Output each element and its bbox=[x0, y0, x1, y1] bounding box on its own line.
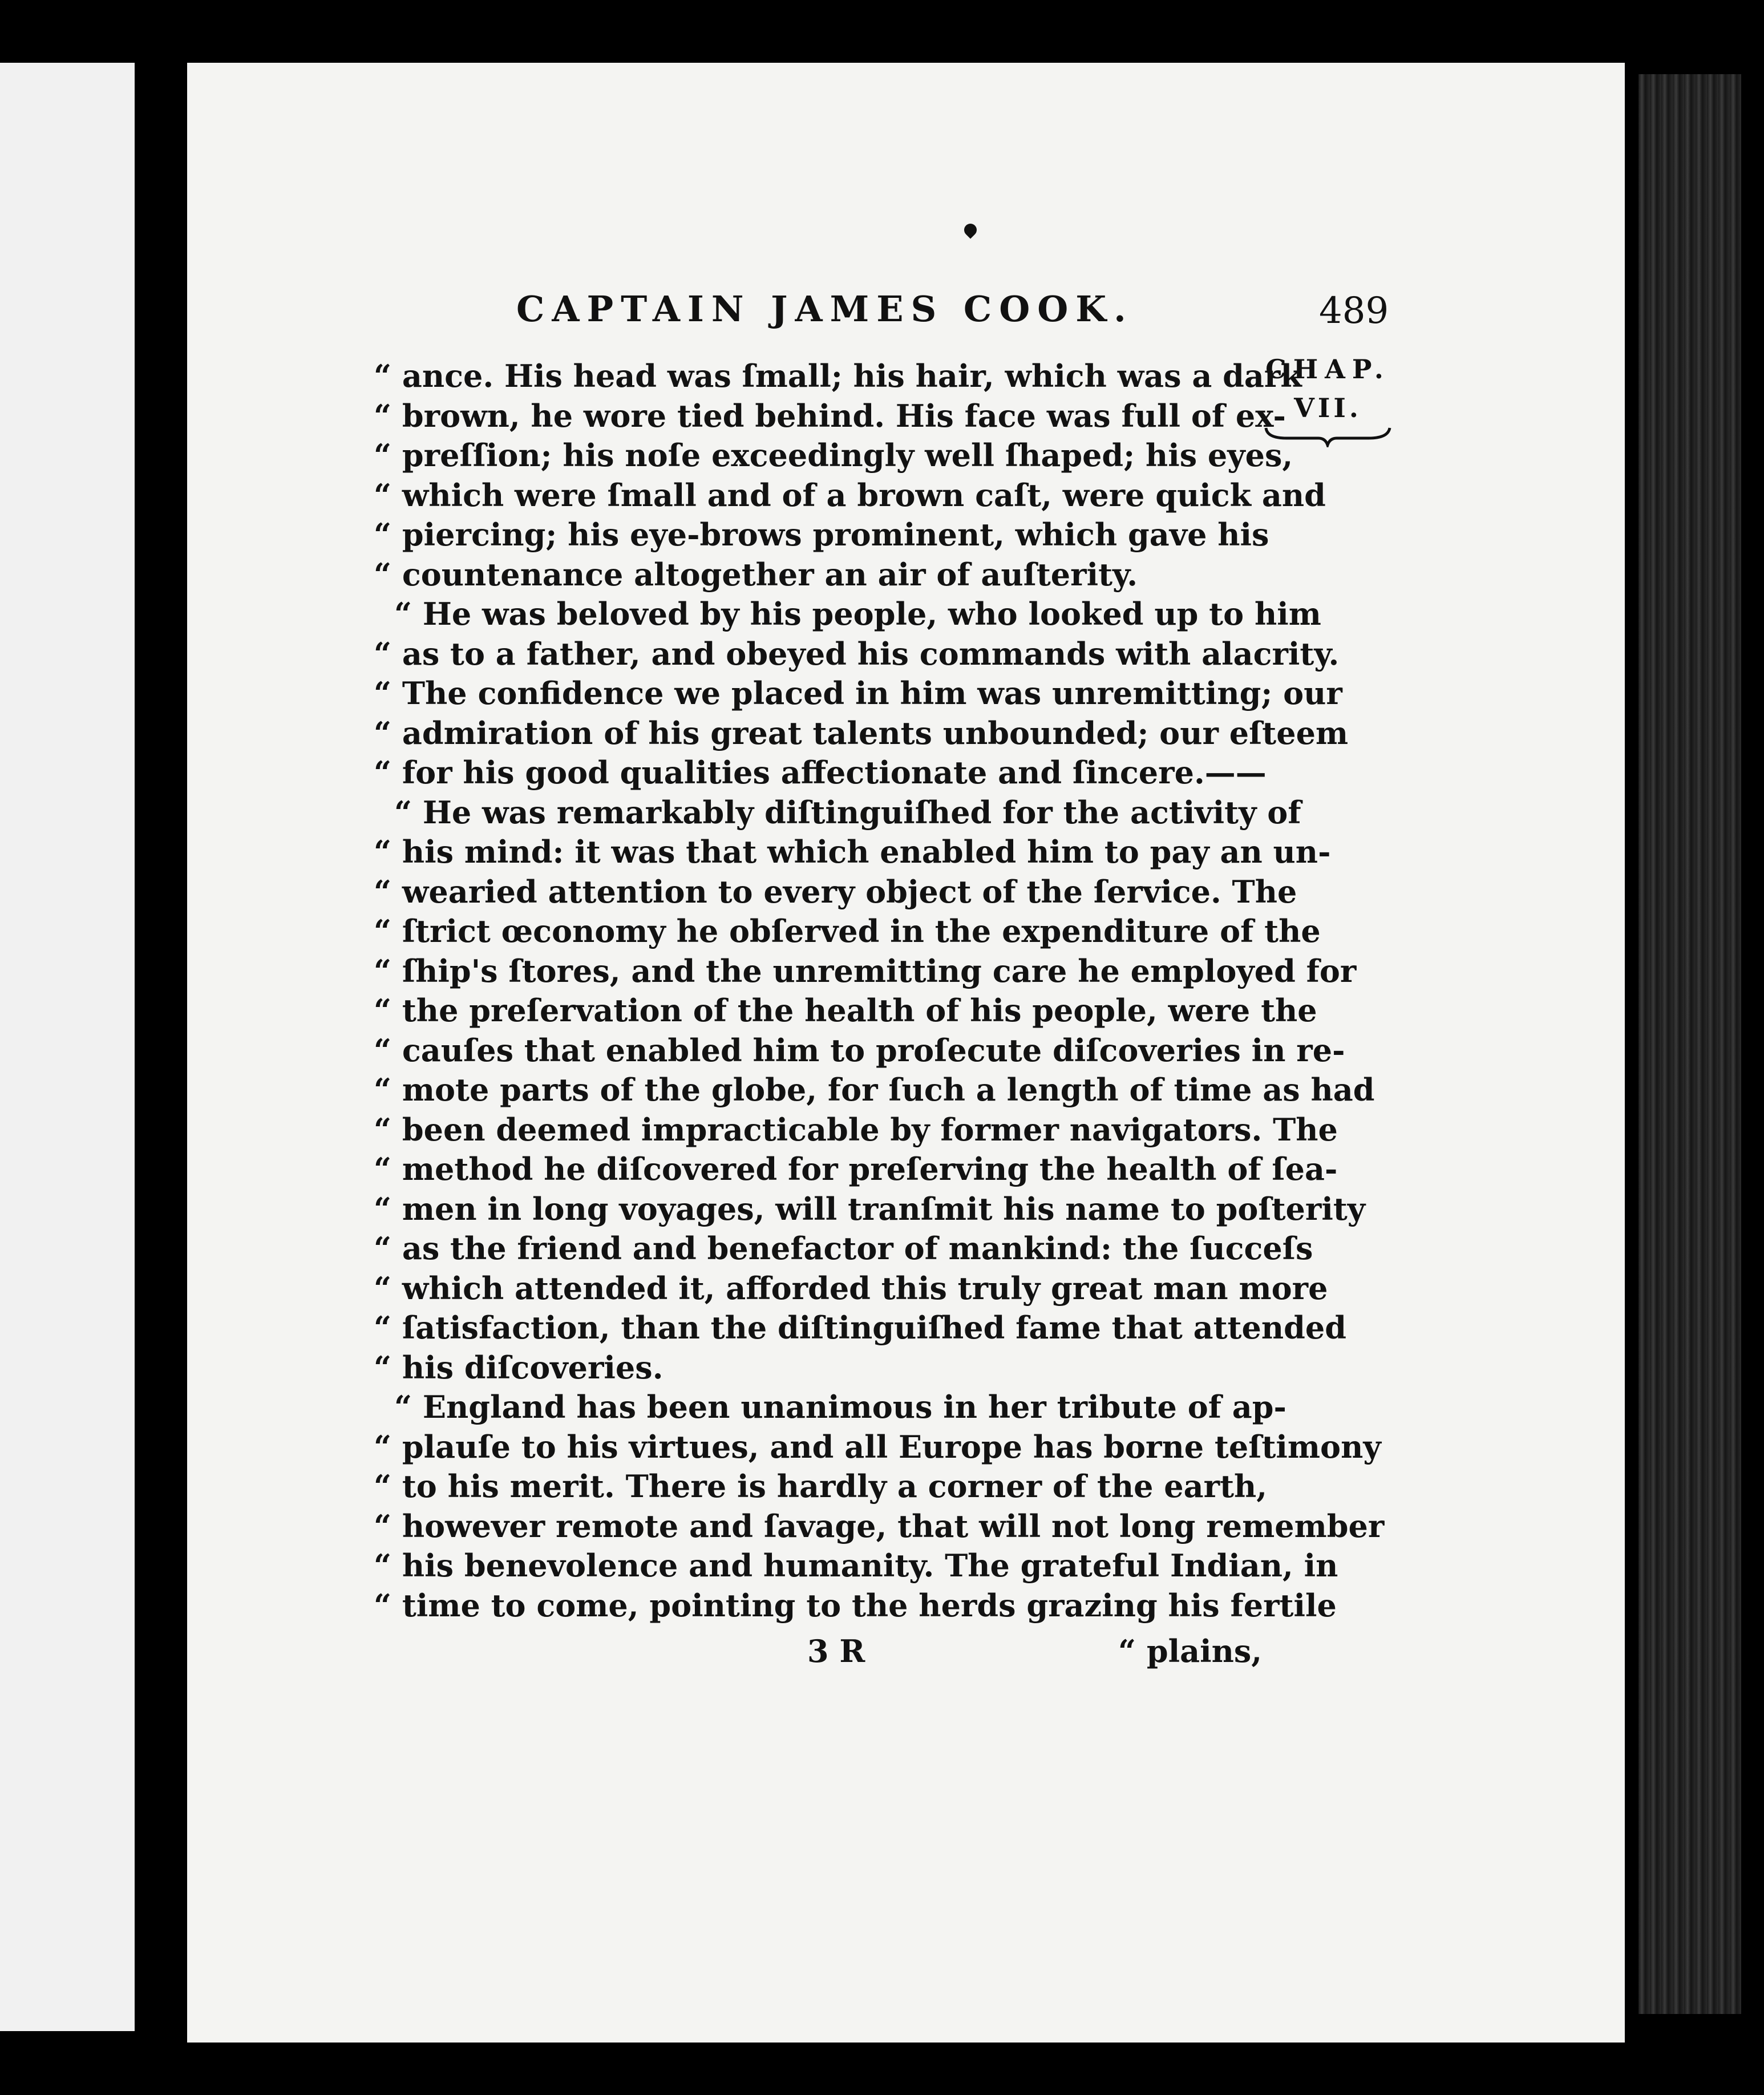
text-line: “ as to a father, and obeyed his commands with alacrity. bbox=[374, 635, 1340, 672]
text-line: “ time to come, pointing to the herds grazing his fertile bbox=[374, 1587, 1337, 1624]
text-line: “ He was remarkably diſtinguiſhed for the activity of bbox=[394, 794, 1301, 831]
text-line: “ preſſion; his noſe exceedingly well ſhaped; his eyes, bbox=[374, 437, 1293, 474]
text-line: “ ſtrict œconomy he obſerved in the expenditure of the bbox=[374, 913, 1321, 949]
text-line: “ ance. His head was ſmall; his hair, which was a dark bbox=[374, 358, 1302, 394]
page-number: 489 bbox=[1319, 290, 1389, 332]
text-line: “ method he diſcovered for preſerving the health of ſea- bbox=[374, 1151, 1338, 1187]
text-line: “ men in long voyages, will tranſmit his name to poſterity bbox=[374, 1190, 1366, 1227]
text-line: “ his mind: it was that which enabled him to pay an un- bbox=[374, 834, 1331, 870]
text-line: “ as the friend and benefactor of mankind: the ſucceſs bbox=[374, 1230, 1313, 1267]
text-line: “ his benevolence and humanity. The grateful Indian, in bbox=[374, 1547, 1338, 1584]
text-line: “ The confidence we placed in him was unremitting; our bbox=[374, 675, 1342, 711]
signature-mark: 3 R bbox=[807, 1633, 865, 1669]
text-line: “ admiration of his great talents unbounded; our eſteem bbox=[374, 714, 1349, 751]
text-line: “ ſatisfaction, than the diſtinguiſhed fame that attended bbox=[374, 1309, 1346, 1346]
text-line: “ for his good qualities affectionate and ſincere.—— bbox=[374, 754, 1267, 791]
text-line: “ ſhip's ſtores, and the unremitting care he employed for bbox=[374, 952, 1357, 989]
running-head: CAPTAIN JAMES COOK. bbox=[516, 288, 1134, 330]
text-line: “ England has been unanimous in her tribute of ap- bbox=[394, 1389, 1286, 1425]
text-line: “ cauſes that enabled him to proſecute diſcoveries in re- bbox=[374, 1032, 1345, 1069]
facing-page-edge bbox=[0, 63, 135, 2031]
text-line: “ wearied attention to every object of the ſervice. The bbox=[374, 873, 1297, 910]
text-line: “ however remote and ſavage, that will not long remember bbox=[374, 1507, 1385, 1544]
text-line: “ plauſe to his virtues, and all Europe has borne teſtimony bbox=[374, 1428, 1381, 1465]
book-spine-edge bbox=[1638, 74, 1741, 2014]
text-line: “ to his merit. There is hardly a corner of the earth, bbox=[374, 1468, 1268, 1504]
text-line: “ been deemed impracticable by former navigators. The bbox=[374, 1111, 1338, 1148]
margin-chapter-number: VII. bbox=[1294, 393, 1362, 423]
text-line: “ piercing; his eye-brows prominent, which gave his bbox=[374, 516, 1269, 553]
text-line: “ brown, he wore tied behind. His face was full of ex- bbox=[374, 397, 1286, 434]
catchword: “ plains, bbox=[1118, 1633, 1263, 1669]
text-line: “ He was beloved by his people, who looked up to him bbox=[394, 596, 1321, 632]
text-line: “ countenance altogether an air of auſterity. bbox=[374, 556, 1138, 593]
text-line: “ which attended it, afforded this truly great man more bbox=[374, 1269, 1328, 1307]
margin-chap-label: CHAP. bbox=[1265, 354, 1390, 385]
text-line: “ mote parts of the globe, for ſuch a length of time as had bbox=[374, 1071, 1375, 1108]
text-line: “ his diſcoveries. bbox=[374, 1349, 663, 1386]
text-line: “ which were ſmall and of a brown caſt, were quick and bbox=[374, 476, 1326, 513]
text-line: “ the preſervation of the health of his people, were the bbox=[374, 992, 1317, 1029]
